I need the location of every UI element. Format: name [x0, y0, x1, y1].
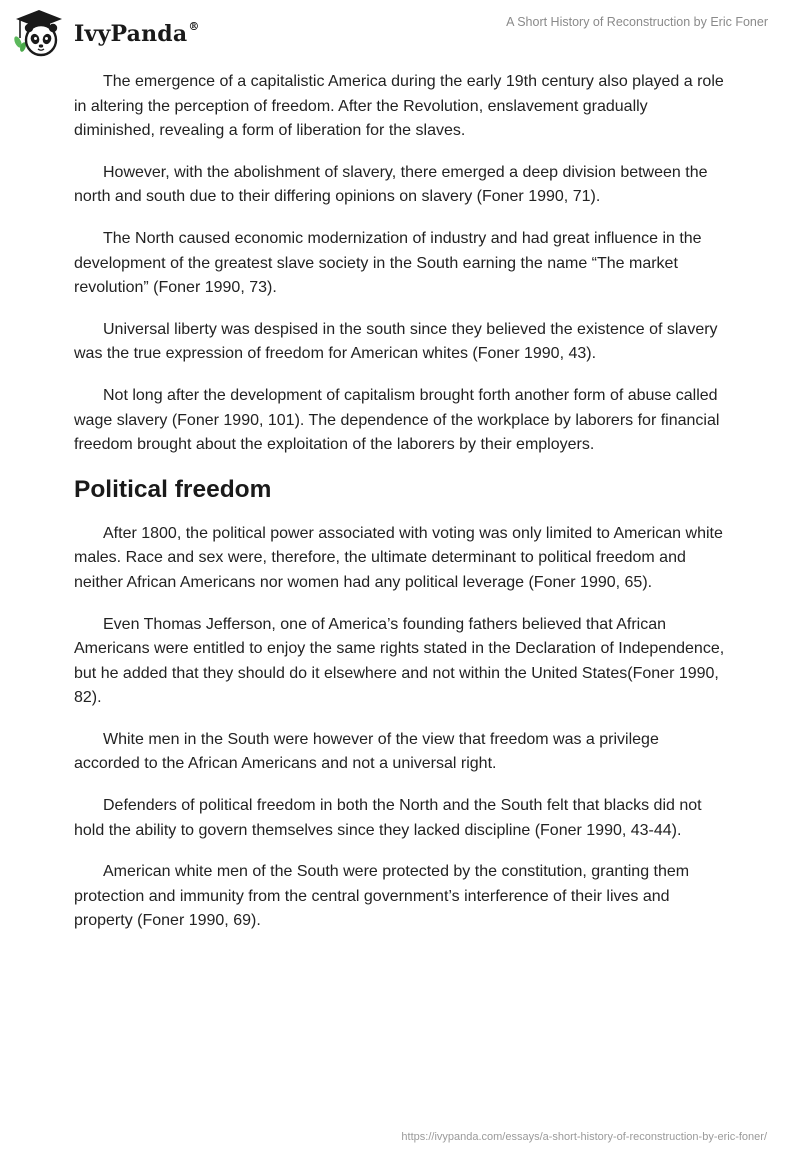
panda-graduate-icon	[12, 8, 66, 58]
paragraph: The emergence of a capitalistic America during the early 19th century also played a role in altering the perception of freedom. After the Revolution, enslavement gradually diminished, revealing a form of liberation for the slaves.	[74, 73, 724, 140]
paragraph: Defenders of political freedom in both the North and the South felt that blacks did not hold the ability to govern themselves since they lacked discipline (Foner 1990, 43-44).	[74, 797, 702, 839]
running-title: A Short History of Reconstruction by Eric Foner	[506, 15, 768, 29]
essay-body	[74, 70, 728, 951]
source-url[interactable]: https://ivypanda.com/essays/a-short-history-of-reconstruction-by-eric-foner/	[401, 1131, 767, 1143]
brand-name: IvyPanda®	[74, 19, 200, 47]
page-header	[0, 0, 800, 64]
registered-mark: ®	[188, 19, 200, 33]
section-heading: Political freedom	[74, 475, 272, 503]
paragraph: Not long after the development of capitalism brought forth another form of abuse called wage slavery (Foner 1990, 101). The dependence of the workplace by laborers for financial freedom brought about the exploitation of the laborers by their employers.	[74, 386, 720, 454]
paragraph: White men in the South were however of the view that freedom was a privilege accorded to the African Americans and not a universal right.	[74, 730, 659, 773]
paragraph: The North caused economic modernization of industry and had great influence in the development of the greatest slave society in the South earning the name “The market revolution” (Foner 1990, 73).	[74, 229, 702, 297]
paragraph: Universal liberty was despised in the south since they believed the existence of slavery was the true expression of freedom for American whites (Foner 1990, 43).	[74, 320, 718, 363]
ivypanda-logo[interactable]	[12, 8, 200, 58]
paragraph: Even Thomas Jefferson, one of America’s founding fathers believed that African Americans were entitled to enjoy the same rights stated in the Declaration of Independence, but he added that they should do it elsewhere and not within the United States(Foner 1990, 82).	[74, 615, 725, 707]
paragraph: After 1800, the political power associated with voting was only limited to American white males. Race and sex were, therefore, the ultimate determinant to political freedom and neither African Americans nor women had any political leverage (Foner 1990, 65).	[74, 524, 723, 591]
paragraph: However, with the abolishment of slavery, there emerged a deep division between the north and south due to their differing opinions on slavery (Foner 1990, 71).	[74, 163, 708, 206]
paragraph: American white men of the South were protected by the constitution, granting them protection and immunity from the central government’s interference of their lives and property (Foner 1990, 69).	[74, 863, 690, 930]
